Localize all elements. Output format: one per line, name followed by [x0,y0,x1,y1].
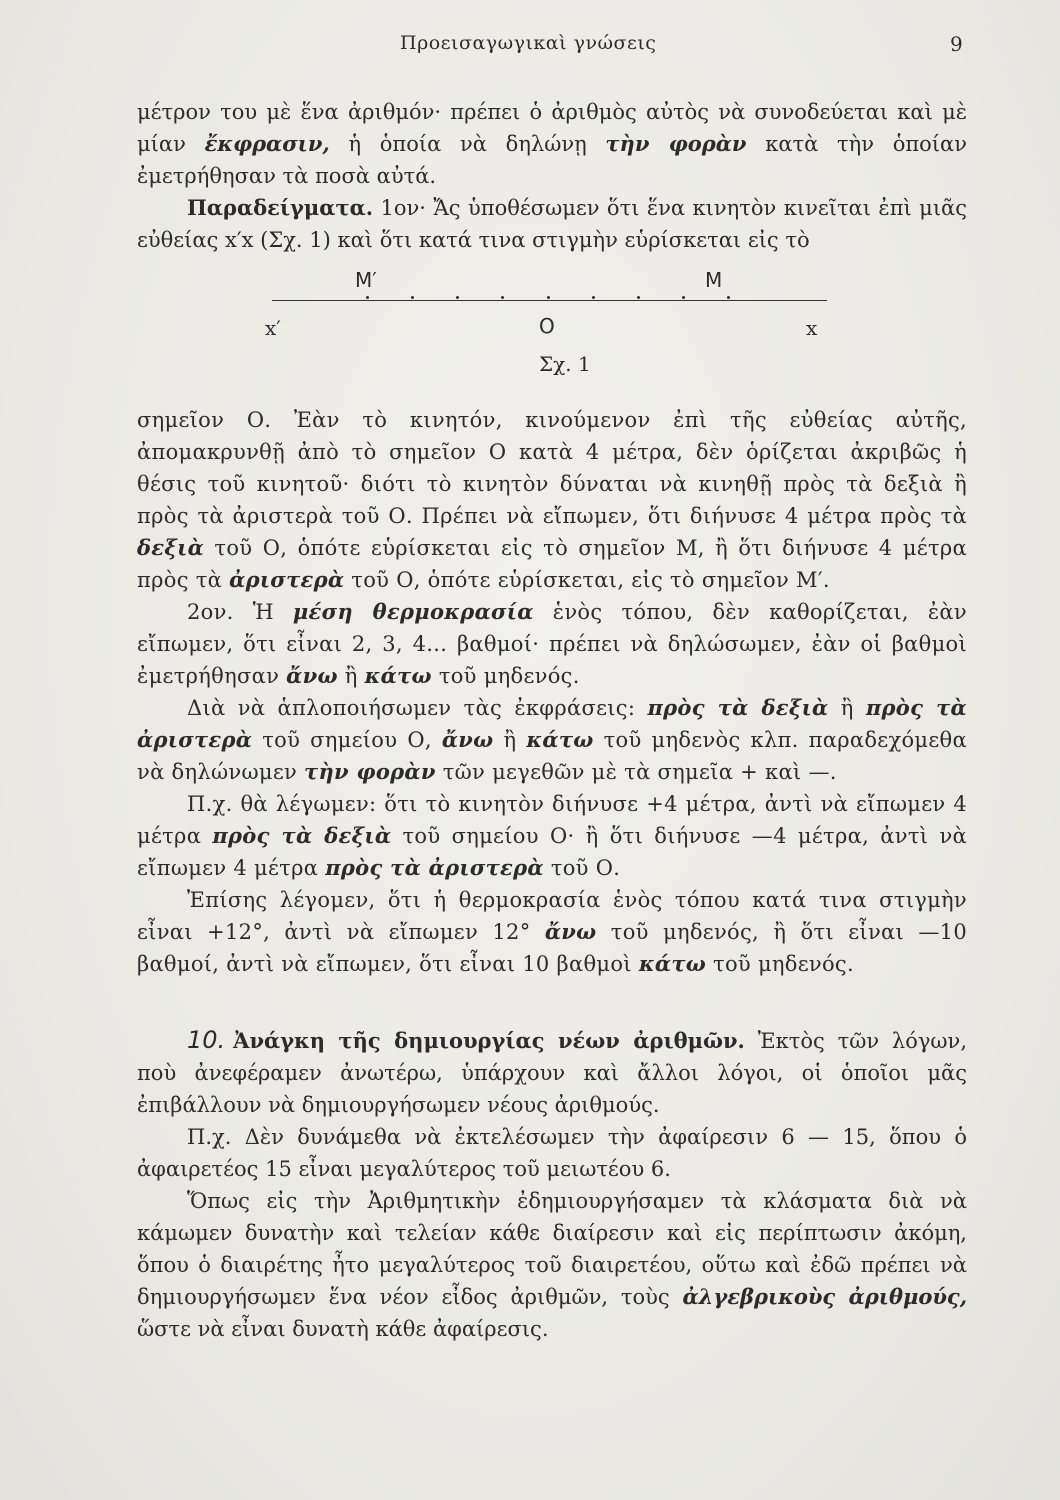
paragraph-examples [137,192,967,256]
text-run: τοῦ Ο, ὁπότε εὑρίσκεται εἰς τὸ σημεῖον Μ, ἢ ὅτι διήνυσε 4 μέτρα πρὸς τὰ [137,536,967,592]
text-run: τῶν μεγεθῶν μὲ τὰ σημεῖα + καὶ —. [435,760,837,784]
section-number: 10. [187,1026,226,1054]
emphasis: ἄνω [441,727,494,752]
text-run: τοῦ μηδενός, ἢ ὅτι εἶναι —10 βαθμοί, ἀντὶ νὰ εἴπωμεν, ὅτι εἶναι 10 βαθμοὶ [137,920,967,976]
text-run: Π.χ. θὰ λέγωμεν: ὅτι τὸ κινητὸν διήνυσε +4 μέτρα, ἀντὶ νὰ εἴπωμεν 4 μέτρα [137,792,967,848]
page-header [0,32,1060,66]
text-run: σημεῖον Ο. Ἐὰν τὸ κινητόν, κινούμενον ἐπὶ τῆς εὐθείας αὐτῆς, ἀπομακρυνθῇ ἀπὸ τὸ σημεῖον Ο κατὰ 4 μέτρα, δὲν ὁρίζεται ἀκριβῶς ἡ θέσις τοῦ κινητοῦ· διότι τὸ κινητὸν δύναται νὰ κινηθῇ πρὸς τὰ δεξιὰ ἢ πρὸς τὰ ἀριστερὰ τοῦ Ο. Πρέπει νὰ εἴπωμεν, ὅτι διήνυσε 4 μέτρα πρὸς τὰ [137,408,967,528]
emphasis: πρὸς τὰ δεξιὰ [212,823,392,848]
text-run: Ἐπίσης λέγομεν, ὅτι ἡ θερμοκρασία ἑνὸς τόπου κατά τινα στιγμὴν εἶναι +12°, ἀντὶ νὰ εἴπωμεν 12° [137,888,967,944]
emphasis-mesi-thermokrasia: μέση θερμοκρασία [292,599,534,624]
emphasis-algebraic-numbers: ἀλγεβρικοὺς ἀριθμούς, [682,1284,968,1309]
emphasis: πρὸς τὰ δεξιὰ [647,695,829,720]
text-run: τοῦ σημείου Ο· ἢ ὅτι διήνυσε —4 μέτρα, ἀντὶ νὰ εἴπωμεν 4 μέτρα [137,824,968,880]
page-number: 9 [950,32,963,56]
paragraph-point [137,404,967,596]
emphasis: πρὸς τὰ ἀριστερὰ [137,695,967,752]
emphasis: ἄνω [544,919,597,944]
tick-mark [547,296,550,299]
emphasis-dexia: δεξιὰ [137,535,205,560]
text-run: ἢ [828,696,866,720]
emphasis: κάτω [638,951,707,976]
paragraph-simplify [137,692,967,788]
text-run: 2ον. Ἡ [187,600,293,624]
text-run: τοῦ μηδενός. [431,664,580,688]
axis-line [272,300,827,301]
label-m: Μ [705,268,723,292]
label-o: Ο [539,314,555,338]
text-run: μέτρον του μὲ ἕνα ἀριθμόν· πρέπει ὁ ἀριθμὸς αὐτὸς νὰ συνοδεύεται καὶ μὲ μίαν [137,100,967,156]
text-run: Ὅπως εἰς τὴν Ἀριθμητικὴν ἐδημιουργήσαμεν τὰ κλάσματα διὰ νὰ κάμωμεν δυνατὴν καὶ τελείαν κάθε διαίρεσιν καὶ εἰς περίπτωσιν ἀκόμη, ὅπου ὁ διαιρέτης ἦτο μεγαλύτερος τοῦ διαιρετέου, οὕτω καὶ ἐδῶ πρέπει νὰ δημιουργήσωμεν ἕνα νέον εἶδος ἀριθμῶν, τοὺς [137,1189,967,1309]
emphasis-aristera: ἀριστερὰ [229,567,345,592]
text-run: τοῦ μηδενός. [706,952,854,976]
paragraph-algebraic-numbers [137,1185,967,1345]
emphasis-kato: κάτω [364,663,432,688]
text-run: κατὰ τὴν ὁποίαν ἐμετρήθησαν τὰ ποσὰ αὐτά. [137,132,967,188]
emphasis: τὴν φορὰν [304,759,436,784]
text-run: ἡ ὁποία νὰ δηλώνῃ [329,132,606,156]
text-run: τοῦ σημείου Ο, [252,728,442,752]
paragraph-example-motion [137,788,967,884]
tick-mark [456,296,459,299]
section-10-heading-paragraph [137,1024,967,1121]
label-m-prime: Μ′ [355,268,377,292]
text-run: τοῦ Ο, ὁπότε εὑρίσκεται, εἰς τὸ σημεῖον Μ′. [344,568,830,592]
emphasis: κάτω [526,727,594,752]
text-run: ἢ [337,664,365,688]
text-run: τοῦ μηδενὸς κλπ. παραδεχόμεθα νὰ δηλώνωμεν [137,728,967,784]
examples-label: Παραδείγματα. [187,195,374,220]
tick-mark [637,296,640,299]
paragraph-temperature [137,596,967,692]
tick-mark [592,296,595,299]
paragraph-subtraction [137,1121,967,1185]
label-x: x [806,316,818,340]
text-run: Ἐκτὸς τῶν λόγων, ποὺ ἀνεφέραμεν ἀνωτέρω, ὑπάρχουν καὶ ἄλλοι λόγοι, οἱ ὁποῖοι μᾶς ἐπιβάλλουν νὰ δημιουργήσωμεν νέους ἀριθμούς. [137,1029,967,1117]
tick-mark [727,296,730,299]
emphasis-foran: τὴν φορὰν [605,131,747,156]
text-block-body [137,404,967,980]
tick-mark [682,296,685,299]
text-run: τοῦ Ο. [543,856,621,880]
text-run: ἢ [493,728,527,752]
emphasis-ano: ἄνω [286,663,338,688]
tick-mark [411,296,414,299]
label-x-prime: x′ [265,316,281,340]
text-block-section-10 [137,1024,967,1345]
text-run: ὥστε νὰ εἶναι δυνατὴ κάθε ἀφαίρεσις. [137,1317,549,1341]
tick-mark [366,296,369,299]
figure-1 [137,264,967,384]
tick-mark [501,296,504,299]
figure-caption: Σχ. 1 [539,352,591,376]
text-block-top [137,96,967,256]
paragraph-example-temperature [137,884,967,980]
running-title: Προεισαγωγικαὶ γνώσεις [400,32,657,54]
emphasis-ekfrasin: ἔκφρασιν, [204,131,330,156]
section-title: Ἀνάγκη τῆς δημιουργίας νέων ἀριθμῶν. [233,1028,745,1053]
text-run: Διὰ νὰ ἁπλοποιήσωμεν τὰς ἐκφράσεις: [187,696,648,720]
text-run: Π.χ. Δὲν δυνάμεθα νὰ ἐκτελέσωμεν τὴν ἀφαίρεσιν 6 — 15, ὅπου ὁ ἀφαιρετέος 15 εἶναι μεγαλύτερος τοῦ μειωτέου 6. [137,1125,967,1181]
text-run: ἑνὸς τόπου, δὲν καθορίζεται, ἐὰν εἴπωμεν, ὅτι εἶναι 2, 3, 4... βαθμοί· πρέπει νὰ δηλώσωμεν, ἐὰν οἱ βαθμοὶ ἐμετρήθησαν [137,600,967,688]
paragraph-intro [137,96,967,192]
text-run: 1ον· Ἄς ὑποθέσωμεν ὅτι ἕνα κινητὸν κινεῖται ἐπὶ μιᾶς εὐθείας x′x (Σχ. 1) καὶ ὅτι κατά τινα στιγμὴν εὑρίσκεται εἰς τὸ [137,196,967,252]
emphasis: πρὸς τὰ ἀριστερὰ [325,855,544,880]
